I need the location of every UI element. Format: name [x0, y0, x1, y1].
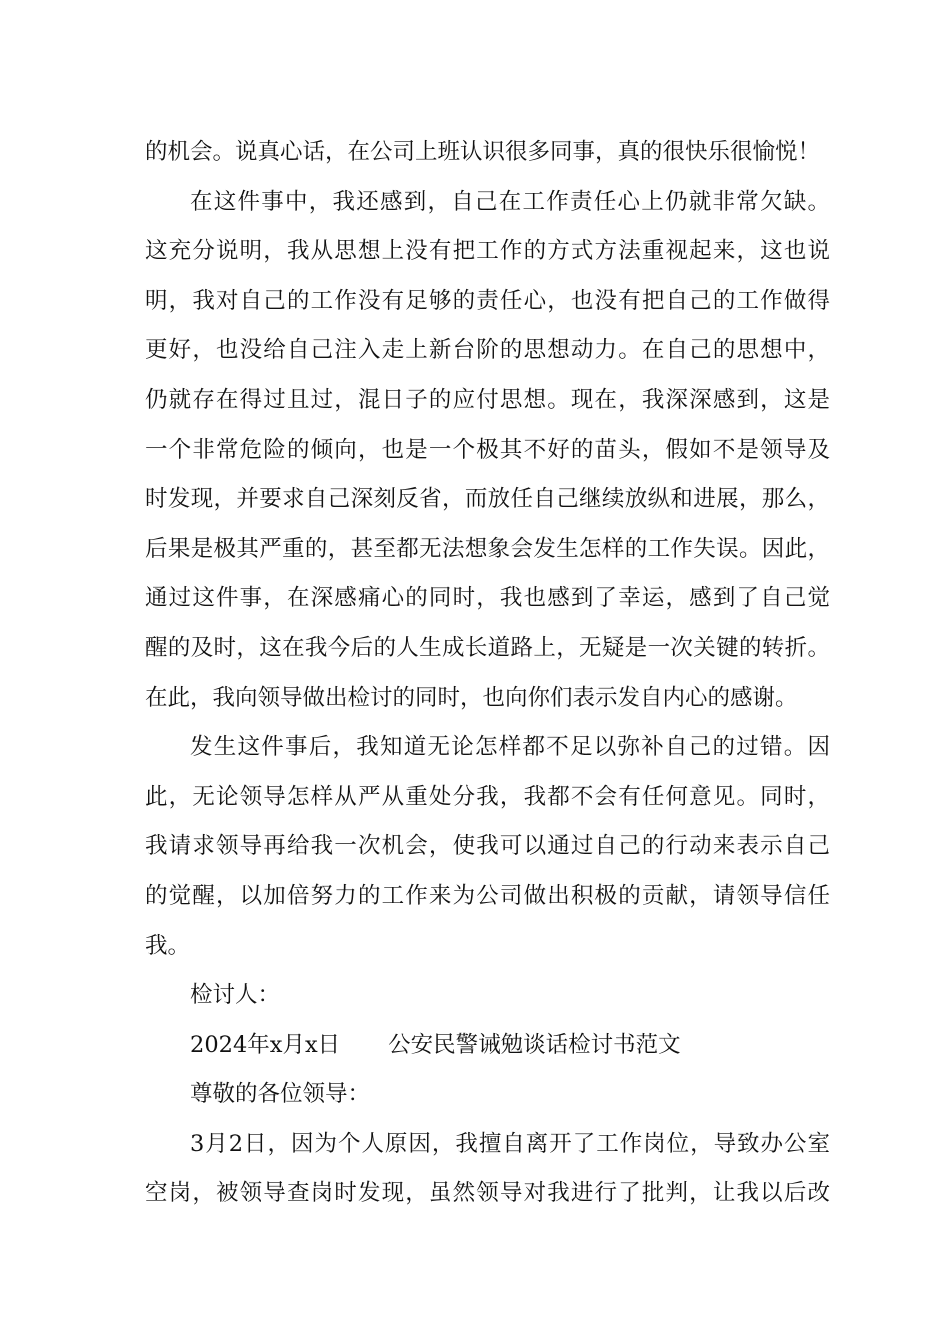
- text-line: 在这件事中，我还感到，自己在工作责任心上仍就非常欠缺。: [190, 188, 830, 215]
- text-line: 我。: [145, 932, 191, 959]
- signature-date: 2024年x月x日: [190, 1031, 341, 1058]
- text-line: 明，我对自己的工作没有足够的责任心，也没有把自己的工作做得: [145, 287, 830, 314]
- text-line: 这充分说明，我从思想上没有把工作的方式方法重视起来，这也说: [145, 238, 830, 265]
- text-line: 3月2日，因为个人原因，我擅自离开了工作岗位，导致办公室: [190, 1130, 830, 1157]
- text-line: 醒的及时，这在我今后的人生成长道路上，无疑是一次关键的转折。: [145, 634, 830, 661]
- next-document-title: 公安民警诫勉谈话检讨书范文: [388, 1031, 681, 1058]
- text-line: 一个非常危险的倾向，也是一个极其不好的苗头，假如不是领导及: [145, 436, 830, 463]
- text-line: 在此，我向领导做出检讨的同时，也向你们表示发自内心的感谢。: [145, 684, 798, 711]
- text-line: 发生这件事后，我知道无论怎样都不足以弥补自己的过错。因: [190, 734, 830, 761]
- text-line: 通过这件事，在深感痛心的同时，我也感到了幸运，感到了自己觉: [145, 585, 830, 612]
- text-line: 的机会。说真心话，在公司上班认识很多同事，真的很快乐很愉悦！: [145, 139, 821, 165]
- date-and-title-line: [145, 1021, 830, 1071]
- signature-label: 检讨人：: [190, 982, 281, 1009]
- text-line: 后果是极其严重的，甚至都无法想象会发生怎样的工作失误。因此，: [145, 535, 830, 562]
- text-line: 仍就存在得过且过，混日子的应付思想。现在，我深深感到，这是: [145, 386, 830, 413]
- text-line: 空岗，被领导查岗时发现，虽然领导对我进行了批判，让我以后改: [145, 1180, 830, 1207]
- salutation: 尊敬的各位领导：: [190, 1081, 371, 1108]
- text-line: 此，无论领导怎样从严从重处分我，我都不会有任何意见。同时，: [145, 783, 830, 810]
- document-body: [145, 128, 830, 1219]
- text-line: 我请求领导再给我一次机会，使我可以通过自己的行动来表示自己: [145, 833, 830, 860]
- text-line: 的觉醒，以加倍努力的工作来为公司做出积极的贡献，请领导信任: [145, 882, 830, 909]
- text-line: 更好，也没给自己注入走上新台阶的思想动力。在自己的思想中，: [145, 337, 830, 364]
- text-line: 时发现，并要求自己深刻反省，而放任自己继续放纵和进展，那么，: [145, 486, 830, 513]
